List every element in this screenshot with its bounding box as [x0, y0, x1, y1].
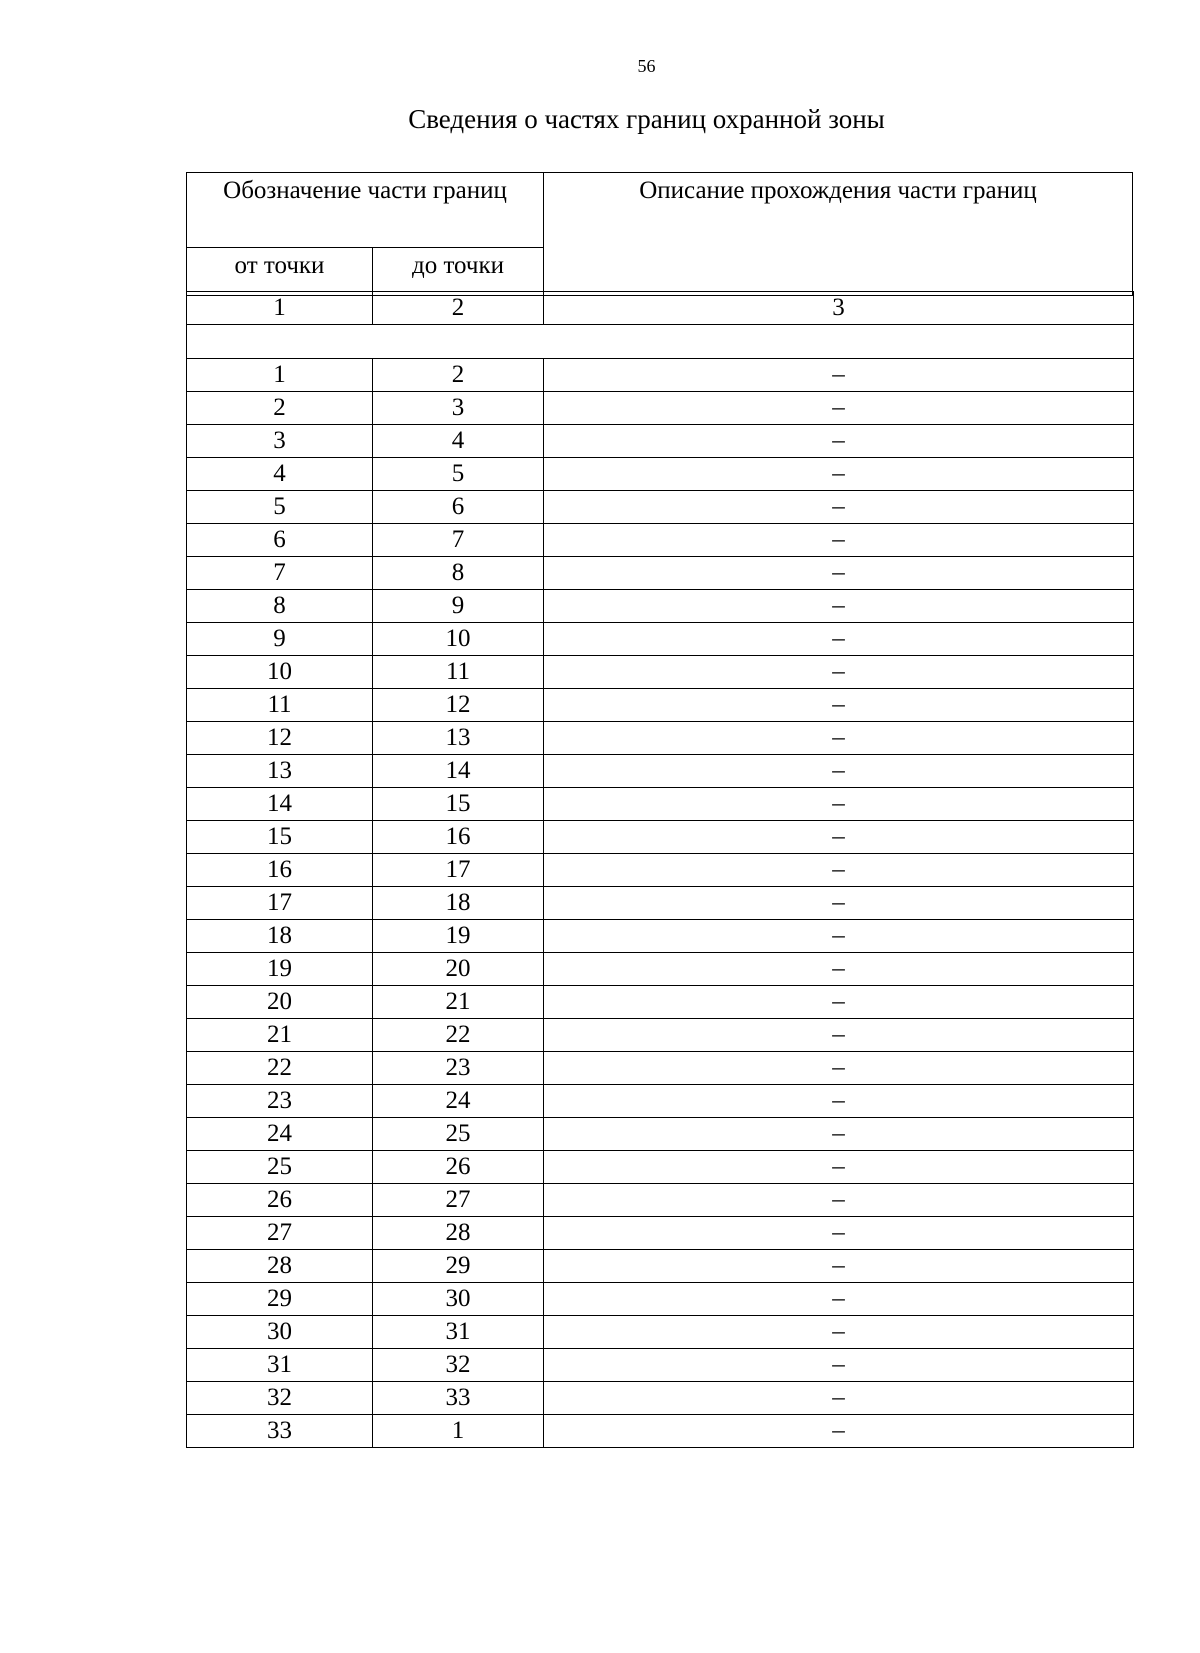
description-cell: –	[544, 1019, 1134, 1052]
description-cell: –	[544, 1217, 1134, 1250]
from-point-cell: 16	[187, 854, 373, 887]
description-cell: –	[544, 524, 1134, 557]
table-row	[187, 590, 1134, 623]
table-row	[187, 392, 1134, 425]
from-point-cell: 1	[187, 359, 373, 392]
from-point-cell: 28	[187, 1250, 373, 1283]
page-title: Сведения о частях границ охранной зоны	[408, 104, 885, 134]
description-cell: –	[544, 1052, 1134, 1085]
table-row	[187, 557, 1134, 590]
description-cell: –	[544, 887, 1134, 920]
from-point-cell: 8	[187, 590, 373, 623]
table-row	[187, 1052, 1134, 1085]
description-cell: –	[544, 854, 1134, 887]
to-point-cell: 20	[373, 953, 544, 986]
column-number-cell: 1	[187, 292, 373, 325]
from-point-cell: 31	[187, 1349, 373, 1382]
to-point-cell: 27	[373, 1184, 544, 1217]
description-cell: –	[544, 788, 1134, 821]
section-label	[187, 325, 1134, 359]
to-point-cell: 11	[373, 656, 544, 689]
to-point-cell: 32	[373, 1349, 544, 1382]
from-point-cell: 20	[187, 986, 373, 1019]
table-row	[187, 1118, 1134, 1151]
from-point-cell: 24	[187, 1118, 373, 1151]
to-point-cell: 26	[373, 1151, 544, 1184]
from-point-cell: 9	[187, 623, 373, 656]
description-cell: –	[544, 623, 1134, 656]
to-point-cell: 17	[373, 854, 544, 887]
from-point-header: от точки	[187, 248, 373, 296]
to-point-cell: 6	[373, 491, 544, 524]
to-point-cell: 4	[373, 425, 544, 458]
table-row	[187, 656, 1134, 689]
table-row	[187, 1085, 1134, 1118]
from-point-cell: 2	[187, 392, 373, 425]
table-row	[187, 854, 1134, 887]
to-point-cell: 7	[373, 524, 544, 557]
to-point-cell: 21	[373, 986, 544, 1019]
table-row	[187, 887, 1134, 920]
table-row	[187, 1019, 1134, 1052]
to-point-cell: 12	[373, 689, 544, 722]
to-point-cell: 16	[373, 821, 544, 854]
to-point-cell: 9	[373, 590, 544, 623]
table-row	[187, 821, 1134, 854]
table-row	[187, 359, 1134, 392]
to-point-cell: 24	[373, 1085, 544, 1118]
from-point-cell: 26	[187, 1184, 373, 1217]
column-number-cell: 2	[373, 292, 544, 325]
description-cell: –	[544, 689, 1134, 722]
description-cell: –	[544, 722, 1134, 755]
to-point-cell: 1	[373, 1415, 544, 1448]
description-cell: –	[544, 953, 1134, 986]
from-point-cell: 23	[187, 1085, 373, 1118]
to-point-cell: 18	[373, 887, 544, 920]
to-point-header: до точки	[373, 248, 544, 296]
from-point-cell: 29	[187, 1283, 373, 1316]
table-row	[187, 1283, 1134, 1316]
description-cell: –	[544, 1151, 1134, 1184]
description-cell: –	[544, 920, 1134, 953]
table-row	[187, 689, 1134, 722]
from-point-cell: 25	[187, 1151, 373, 1184]
to-point-cell: 29	[373, 1250, 544, 1283]
table-row	[187, 788, 1134, 821]
table-row	[187, 1415, 1134, 1448]
from-point-cell: 7	[187, 557, 373, 590]
to-point-cell: 8	[373, 557, 544, 590]
description-cell: –	[544, 557, 1134, 590]
from-point-cell: 13	[187, 755, 373, 788]
column-numbers-row	[187, 292, 1134, 325]
from-point-cell: 22	[187, 1052, 373, 1085]
to-point-cell: 15	[373, 788, 544, 821]
designation-header: Обозначение части границ	[187, 173, 544, 248]
from-point-cell: 10	[187, 656, 373, 689]
table-row	[187, 920, 1134, 953]
table-row	[187, 755, 1134, 788]
from-point-cell: 17	[187, 887, 373, 920]
from-point-cell: 6	[187, 524, 373, 557]
table-row	[187, 1217, 1134, 1250]
to-point-cell: 5	[373, 458, 544, 491]
boundary-table-body	[187, 292, 1134, 1448]
from-point-cell: 18	[187, 920, 373, 953]
to-point-cell: 2	[373, 359, 544, 392]
from-point-cell: 21	[187, 1019, 373, 1052]
to-point-cell: 23	[373, 1052, 544, 1085]
description-cell: –	[544, 1415, 1134, 1448]
from-point-cell: 19	[187, 953, 373, 986]
description-cell: –	[544, 1184, 1134, 1217]
to-point-cell: 22	[373, 1019, 544, 1052]
to-point-cell: 14	[373, 755, 544, 788]
description-cell: –	[544, 359, 1134, 392]
from-point-cell: 11	[187, 689, 373, 722]
section-row	[187, 325, 1134, 359]
from-point-cell: 27	[187, 1217, 373, 1250]
table-row	[187, 458, 1134, 491]
description-cell: –	[544, 1382, 1134, 1415]
table-row	[187, 1382, 1134, 1415]
from-point-cell: 12	[187, 722, 373, 755]
table-row	[187, 986, 1134, 1019]
table-row	[187, 623, 1134, 656]
to-point-cell: 30	[373, 1283, 544, 1316]
to-point-cell: 31	[373, 1316, 544, 1349]
from-point-cell: 15	[187, 821, 373, 854]
from-point-cell: 33	[187, 1415, 373, 1448]
table-row	[187, 953, 1134, 986]
description-cell: –	[544, 1283, 1134, 1316]
to-point-cell: 3	[373, 392, 544, 425]
from-point-cell: 30	[187, 1316, 373, 1349]
description-cell: –	[544, 1118, 1134, 1151]
table-row	[187, 1151, 1134, 1184]
description-cell: –	[544, 1085, 1134, 1118]
description-cell: –	[544, 458, 1134, 491]
description-cell: –	[544, 986, 1134, 1019]
description-cell: –	[544, 590, 1134, 623]
to-point-cell: 25	[373, 1118, 544, 1151]
table-row	[187, 425, 1134, 458]
to-point-cell: 19	[373, 920, 544, 953]
from-point-cell: 4	[187, 458, 373, 491]
column-number-cell: 3	[544, 292, 1134, 325]
from-point-cell: 14	[187, 788, 373, 821]
table-row	[187, 1184, 1134, 1217]
description-cell: –	[544, 392, 1134, 425]
to-point-cell: 10	[373, 623, 544, 656]
to-point-cell: 13	[373, 722, 544, 755]
from-point-cell: 3	[187, 425, 373, 458]
table-row	[187, 722, 1134, 755]
table-row	[187, 1316, 1134, 1349]
description-cell: –	[544, 1349, 1134, 1382]
table-row	[187, 1250, 1134, 1283]
boundary-table-header	[186, 172, 1133, 296]
boundary-table	[186, 291, 1134, 1448]
description-cell: –	[544, 1250, 1134, 1283]
table-row	[187, 491, 1134, 524]
from-point-cell: 32	[187, 1382, 373, 1415]
table-row	[187, 1349, 1134, 1382]
description-cell: –	[544, 491, 1134, 524]
description-cell: –	[544, 425, 1134, 458]
description-cell: –	[544, 821, 1134, 854]
to-point-cell: 33	[373, 1382, 544, 1415]
from-point-cell: 5	[187, 491, 373, 524]
description-header: Описание прохождения части границ	[544, 173, 1133, 296]
description-cell: –	[544, 1316, 1134, 1349]
description-cell: –	[544, 755, 1134, 788]
table-row	[187, 524, 1134, 557]
page-number: 56	[637, 56, 656, 76]
description-cell: –	[544, 656, 1134, 689]
to-point-cell: 28	[373, 1217, 544, 1250]
